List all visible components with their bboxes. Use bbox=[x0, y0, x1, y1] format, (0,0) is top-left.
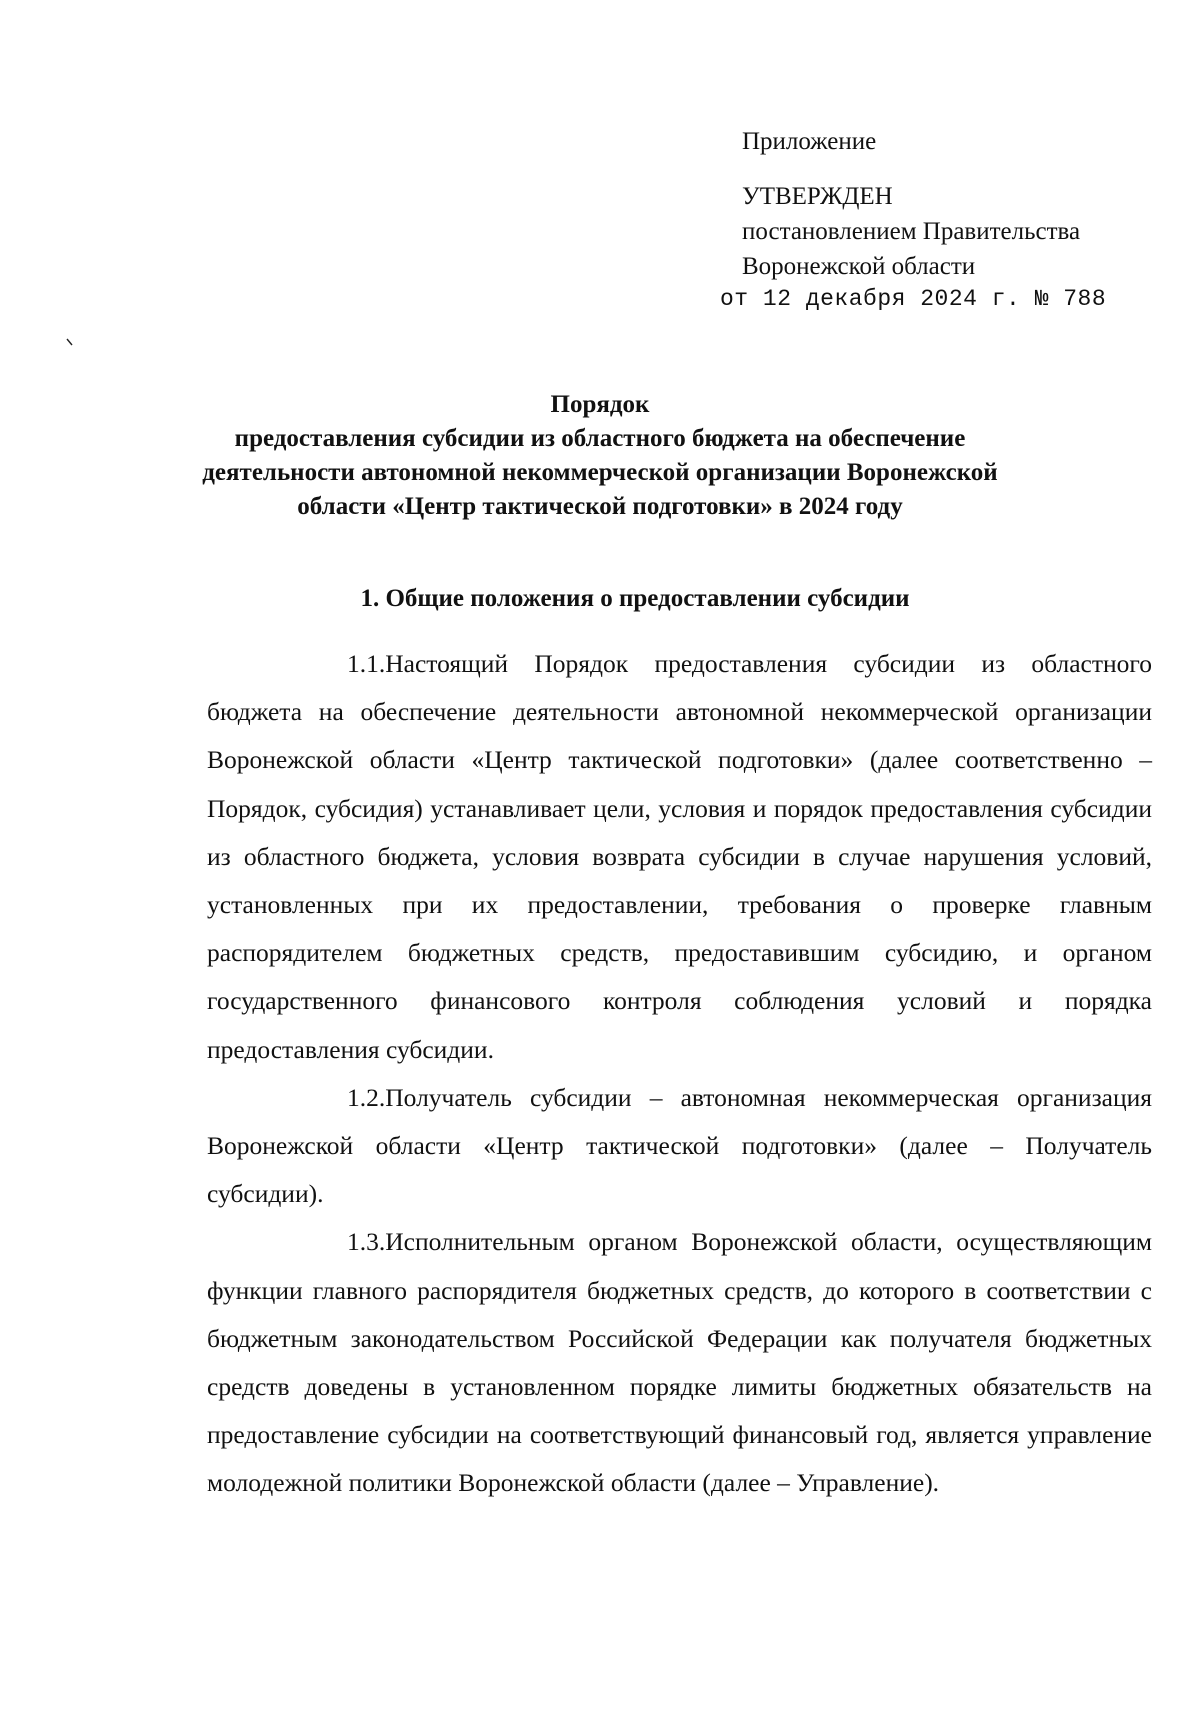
title-line-2: предоставления субсидии из областного бюджета на обеспечение bbox=[234, 425, 966, 452]
approved-by-line-2: Воронежской области bbox=[742, 253, 976, 280]
paragraph-text: Исполнительным органом Воронежской области, осуществляющим функции главного распорядителя бюджетных средств, до которого в соответствии с бюджетным законодательством Российской Федерации как получателя бюджетных средств доведены в установленном порядке лимиты бюджетных обязательств на предоставление субсидии на соответствующий финансовый год, является управление молодежной политики Воронежской области (далее – Управление). bbox=[207, 1227, 1152, 1498]
body-text bbox=[207, 640, 1152, 1508]
approved-label: УТВЕРЖДЕН bbox=[742, 183, 893, 210]
paragraph-number: 1.1. bbox=[347, 649, 386, 678]
appendix-label: Приложение bbox=[742, 128, 877, 155]
approval-block bbox=[742, 124, 1080, 284]
paragraph-number: 1.3. bbox=[347, 1227, 386, 1257]
paragraph-1-2 bbox=[207, 1074, 1152, 1219]
decree-reference: от 12 декабря 2024 г. № 788 bbox=[720, 286, 1107, 312]
paragraph-1-1 bbox=[207, 640, 1152, 1074]
paragraph-1-3 bbox=[207, 1218, 1152, 1507]
paragraph-text: Настоящий Порядок предоставления субсидии из областного бюджета на обеспечение деятельности автономной некоммерческой организации Воронежской области «Центр тактической подготовки» (далее соответственно – Порядок, субсидия) устанавливает цели, условия и порядок предоставления субсидии из областного бюджета, условия возврата субсидии в случае нарушения условий, установленных при их предоставлении, требования о проверке главным распорядителем бюджетных средств, предоставившим субсидию, и органом государственного финансового контроля соблюдения условий и порядка предоставления субсидии. bbox=[207, 649, 1152, 1064]
approved-by-line-1: постановлением Правительства bbox=[742, 218, 1081, 245]
title-line-1: Порядок bbox=[550, 391, 650, 418]
title-line-3: деятельности автономной некоммерческой организации Воронежской bbox=[202, 459, 998, 486]
scan-mark bbox=[66, 338, 76, 348]
document-title bbox=[160, 388, 1040, 524]
paragraph-number: 1.2. bbox=[347, 1082, 386, 1112]
title-line-4: области «Центр тактической подготовки» в 2024 году bbox=[297, 493, 903, 520]
section-heading: 1. Общие положения о предоставлении субсидии bbox=[360, 585, 910, 612]
paragraph-text: Получатель субсидии – автономная некоммерческая организация Воронежской области «Центр тактической подготовки» (далее – Получатель субсидии). bbox=[207, 1082, 1152, 1209]
